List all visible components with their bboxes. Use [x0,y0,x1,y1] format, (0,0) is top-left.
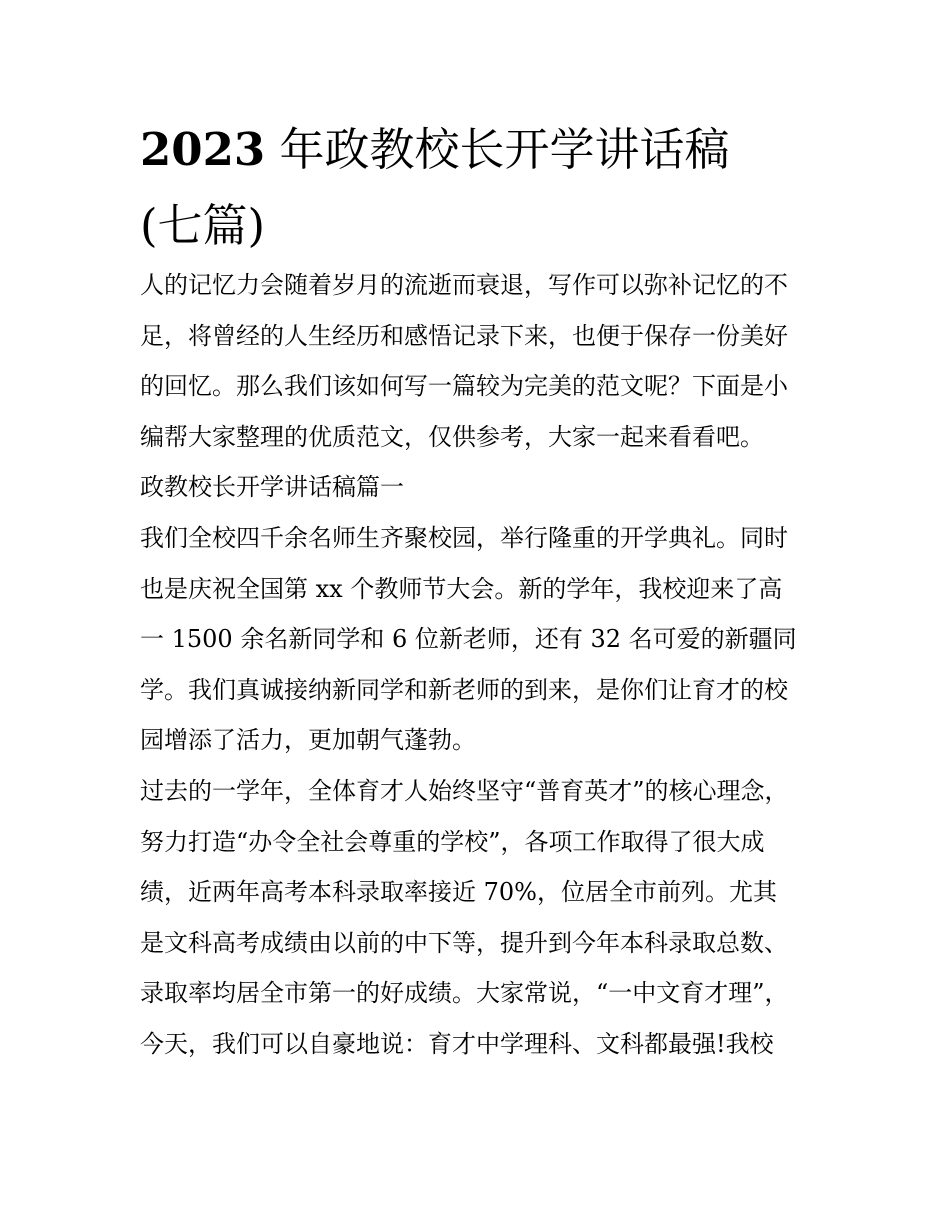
title-subtitle: (七篇) [140,199,266,252]
body-line: 也是庆祝全国第 xx 个教师节大会。新的学年，我校迎来了高 [140,574,783,603]
title-text: 年政教校长开学讲话稿 [265,123,730,176]
body-line: 编帮大家整理的优质范文，仅供参考，大家一起来看看吧。 [140,422,764,451]
body-line: 我们全校四千余名师生齐聚校园，举行隆重的开学典礼。同时 [140,523,788,552]
body-line: 录取率均居全市第一的好成绩。大家常说，“一中文育才理”， [140,979,789,1008]
section-heading: 政教校长开学讲话稿篇一 [140,473,404,502]
body-line: 绩，近两年高考本科录取率接近 70%，位居全市前列。尤其 [140,878,777,907]
body-line: 学。我们真诚接纳新同学和新老师的到来，是你们让育才的校 [140,675,788,704]
body-line: 人的记忆力会随着岁月的流逝而衰退，写作可以弥补记忆的不 [140,271,788,299]
document-body [140,260,815,1070]
body-line: 园增添了活力，更加朝气蓬勃。 [140,726,476,755]
body-line: 今天，我们可以自豪地说：育才中学理科、文科都最强!我校 [140,1029,774,1058]
document-title [140,112,820,264]
title-year: 2023 [140,123,266,176]
body-line: 过去的一学年，全体育才人始终坚守“普育英才”的核心理念， [140,776,789,805]
body-line: 足，将曾经的人生经历和感悟记录下来，也便于保存一份美好 [140,321,788,350]
body-line: 一 1500 余名新同学和 6 位新老师，还有 32 名可爱的新疆同 [140,625,797,654]
body-line: 的回忆。那么我们该如何写一篇较为完美的范文呢？下面是小 [140,372,788,401]
body-line: 是文科高考成绩由以前的中下等，提升到今年本科录取总数、 [140,928,788,957]
body-line: 努力打造“办令全社会尊重的学校”，各项工作取得了很大成 [140,827,765,856]
